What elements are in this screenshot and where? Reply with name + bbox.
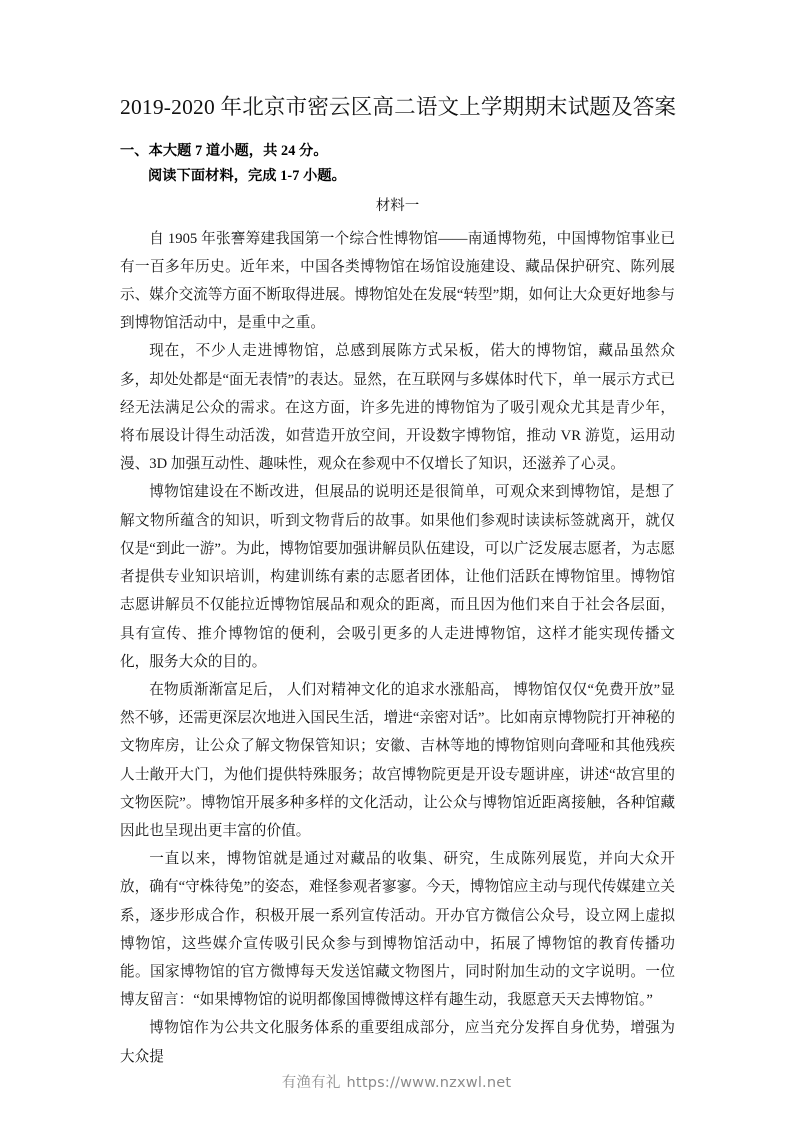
reading-instruction-heading: 阅读下面材料，完成 1-7 小题。 <box>148 168 346 185</box>
material-label: 材料一 <box>375 198 420 215</box>
footer-url: https://www.nzxwl.net <box>346 1075 512 1091</box>
paragraph: 一直以来，博物馆就是通过对藏品的收集、研究，生成陈列展览，并向大众开放，确有“守株待兔”的姿态，难怪参观者寥寥。今天，博物馆应主动与现代传媒建立关系，逐步形成合作，积极开展一系列宣传活动。开办官方微信公众号，设立网上虚拟博物馆，这些媒介宣传吸引民众参与到博物馆活动中，拓展了博物馆的教育传播功能。国家博物馆的官方微博每天发送馆藏文物图片，同时附加生动的文字说明。一位博友留言：“如果博物馆的说明都像国博微博这样有趣生动，我愿意天天去博物馆。” <box>120 851 675 1009</box>
paragraph: 现在，不少人走进博物馆，总感到展陈方式呆板，偌大的博物馆，藏品虽然众多，却处处都是“面无表情”的表达。显然，在互联网与多媒体时代下，单一展示方式已经无法满足公众的需求。在这方面，许多先进的博物馆为了吸引观众尤其是青少年，将布展设计得生动活泼，如营造开放空间，开设数字博物馆，推动 VR 游览，运用动漫、3D 加强互动性、趣味性，观众在参观中不仅增长了知识，还滋养了心灵。 <box>120 343 675 473</box>
footer-watermark <box>0 1071 793 1092</box>
material-body <box>120 219 675 1071</box>
paragraph: 在物质渐渐富足后， 人们对精神文化的追求水涨船高， 博物馆仅仅“免费开放”显然不够，还需更深层次地进入国民生活，增进“亲密对话”。比如南京博物院打开神秘的文物库房，让公众了解文物保管知识；安徽、吉林等地的博物馆则向聋哑和其他残疾人士敞开大门，为他们提供特殊服务；故宫博物院更是开设专题讲座，讲述“故宫里的文物医院”。博物馆开展多种多样的文化活动，让公众与博物馆近距离接触，各种馆藏因此也呈现出更丰富的价值。 <box>120 681 675 839</box>
paragraph: 博物馆建设在不断改进，但展品的说明还是很简单，可观众来到博物馆，是想了解文物所蕴含的知识，听到文物背后的故事。如果他们参观时读读标签就离开，就仅仅是“到此一游”。为此，博物馆要加强讲解员队伍建设，可以广泛发展志愿者，为志愿者提供专业知识培训，构建训练有素的志愿者团体，让他们活跃在博物馆里。博物馆志愿讲解员不仅能拉近博物馆展品和观众的距离，而且因为他们来自于社会各层面，具有宣传、推介博物馆的便利，会吸引更多的人走进博物馆，这样才能实现传播文化，服务大众的目的。 <box>120 484 675 670</box>
paragraph: 自 1905 年张謇筹建我国第一个综合性博物馆——南通博物苑，中国博物馆事业已有一百多年历史。近年来，中国各类博物馆在场馆设施建设、藏品保护研究、陈列展示、媒介交流等方面不断取得进展。博物馆处在发展“转型”期，如何让大众更好地参与到博物馆活动中，是重中之重。 <box>120 230 675 332</box>
paragraph: 博物馆作为公共文化服务体系的重要组成部分，应当充分发挥自身优势，增强为大众提 <box>120 1020 675 1065</box>
footer-brand: 有渔有礼 <box>281 1075 341 1091</box>
section-heading: 一、本大题 7 道小题，共 24 分。 <box>120 142 328 159</box>
page-title: 2019-2020 年北京市密云区高二语文上学期期末试题及答案 <box>120 95 677 119</box>
